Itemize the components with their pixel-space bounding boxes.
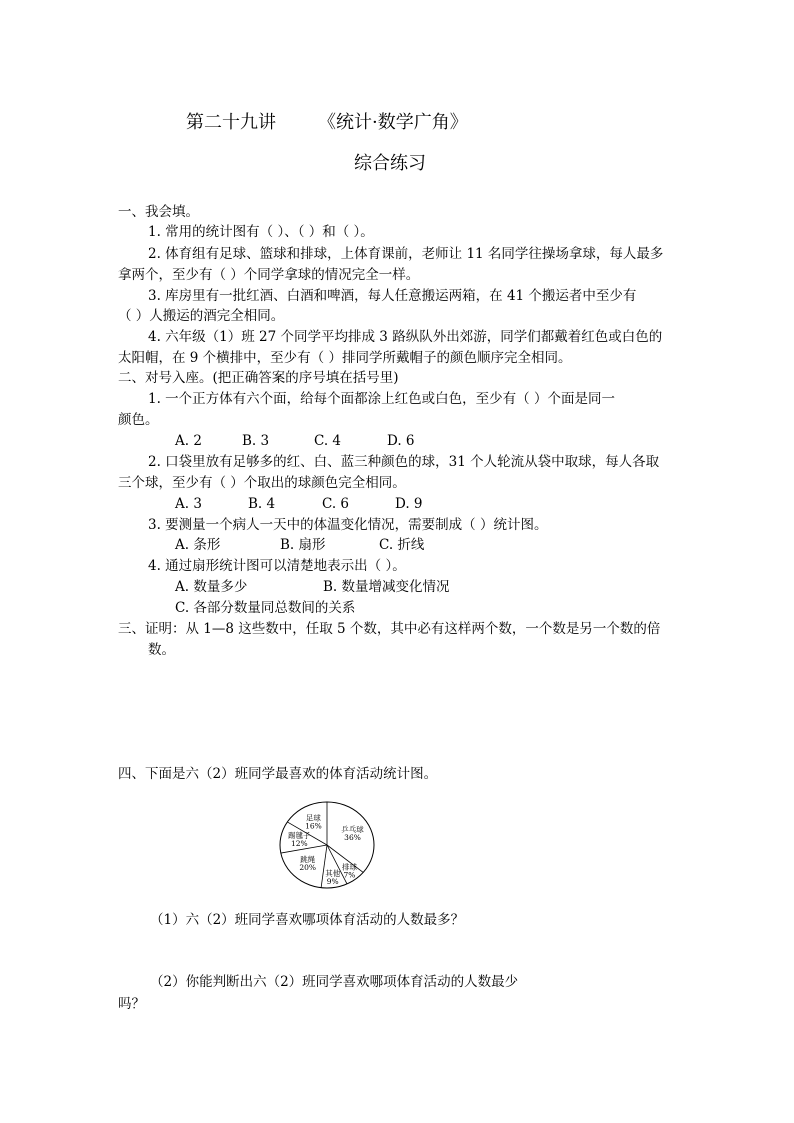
section2-q4: 4. 通过扇形统计图可以清楚地表示出（ ）。 bbox=[148, 558, 406, 574]
page-subtitle: 综合练习 bbox=[354, 153, 426, 174]
pie-slice-label-4: 踢毽子 12% bbox=[288, 831, 311, 849]
section2-q1-option-c: C. 4 bbox=[314, 433, 342, 449]
section2-q4-option-c: C. 各部分数量同总数间的关系 bbox=[175, 600, 356, 616]
section2-q3-option-b: B. 扇形 bbox=[280, 537, 326, 553]
section4-q1: （1）六（2）班同学喜欢哪项体育活动的人数最多？ bbox=[150, 912, 465, 928]
section2-q1-option-a: A. 2 bbox=[175, 433, 202, 449]
section1-q4-line1: 4. 六年级（1）班 27 个同学平均排成 3 路纵队外出郊游，同学们都戴着红色或白色的 bbox=[148, 329, 663, 345]
pie-slice-label-2: 其他 9% bbox=[325, 869, 341, 887]
section2-q4-option-a: A. 数量多少 bbox=[175, 579, 248, 595]
lecture-topic: 《统计·数学广角》 bbox=[318, 112, 468, 133]
section2-q1-line1: 1. 一个正方体有六个面，给每个面都涂上红色或白色，至少有（ ）个面是同一 bbox=[148, 391, 615, 407]
section1-heading: 一、我会填。 bbox=[118, 204, 199, 220]
pie-slice-label-0: 乒乓球 36% bbox=[341, 825, 364, 843]
section1-q1: 1. 常用的统计图有（ ）、（ ）和（ ）。 bbox=[148, 224, 374, 240]
pie-chart bbox=[272, 795, 382, 895]
section2-q2-option-a: A. 3 bbox=[175, 496, 202, 512]
section3-line1: 三、证明：从 1—8 这些数中，任取 5 个数，其中必有这样两个数，一个数是另一个数的倍 bbox=[118, 621, 661, 637]
section4-q2-line1: （2）你能判断出六（2）班同学喜欢哪项体育活动的人数最少 bbox=[150, 974, 519, 990]
section2-q4-option-b: B. 数量增减变化情况 bbox=[323, 579, 450, 595]
section2-q2-line2: 三个球，至少有（ ）个取出的球颜色完全相同。 bbox=[118, 475, 406, 491]
section2-q1-line2: 颜色。 bbox=[118, 412, 159, 428]
section2-q3-option-a: A. 条形 bbox=[175, 537, 221, 553]
pie-slice-label-5: 足球 16% bbox=[305, 813, 322, 831]
section1-q2-line2: 拿两个，至少有（ ）个同学拿球的情况完全一样。 bbox=[118, 267, 420, 283]
section1-q3-line1: 3. 库房里有一批红酒、白酒和啤酒，每人任意搬运两箱，在 41 个搬运者中至少有 bbox=[148, 288, 637, 304]
section4-q2-line2: 吗？ bbox=[118, 996, 145, 1012]
section2-q1-option-b: B. 3 bbox=[242, 433, 270, 449]
section2-q1-option-d: D. 6 bbox=[387, 433, 415, 449]
pie-chart-svg bbox=[272, 795, 382, 895]
section4-heading: 四、下面是六（2）班同学最喜欢的体育活动统计图。 bbox=[118, 766, 438, 782]
pie-slice-label-3: 跳绳 20% bbox=[299, 854, 317, 872]
lecture-number: 第二十九讲 bbox=[186, 112, 276, 133]
section1-q2-line1: 2. 体育组有足球、篮球和排球，上体育课前，老师让 11 名同学往操场拿球，每人最多 bbox=[148, 246, 664, 262]
section2-q2-option-c: C. 6 bbox=[322, 496, 350, 512]
pie-slice-label-1: 排球 7% bbox=[341, 862, 357, 880]
section1-q4-line2: 太阳帽，在 9 个横排中，至少有（ ）排同学所戴帽子的颜色顺序完全相同。 bbox=[118, 350, 572, 366]
section1-q3-line2: （ ）人搬运的酒完全相同。 bbox=[118, 308, 285, 324]
section2-q2-option-d: D. 9 bbox=[395, 496, 423, 512]
section2-q2-option-b: B. 4 bbox=[248, 496, 276, 512]
section2-heading: 二、对号入座。(把正确答案的序号填在括号里) bbox=[118, 370, 399, 386]
section2-q3: 3. 要测量一个病人一天中的体温变化情况，需要制成（ ）统计图。 bbox=[148, 517, 548, 533]
section3-line2: 数。 bbox=[148, 642, 175, 658]
section2-q2-line1: 2. 口袋里放有足够多的红、白、蓝三种颜色的球，31 个人轮流从袋中取球，每人各取 bbox=[148, 454, 660, 470]
section2-q3-option-c: C. 折线 bbox=[379, 537, 425, 553]
